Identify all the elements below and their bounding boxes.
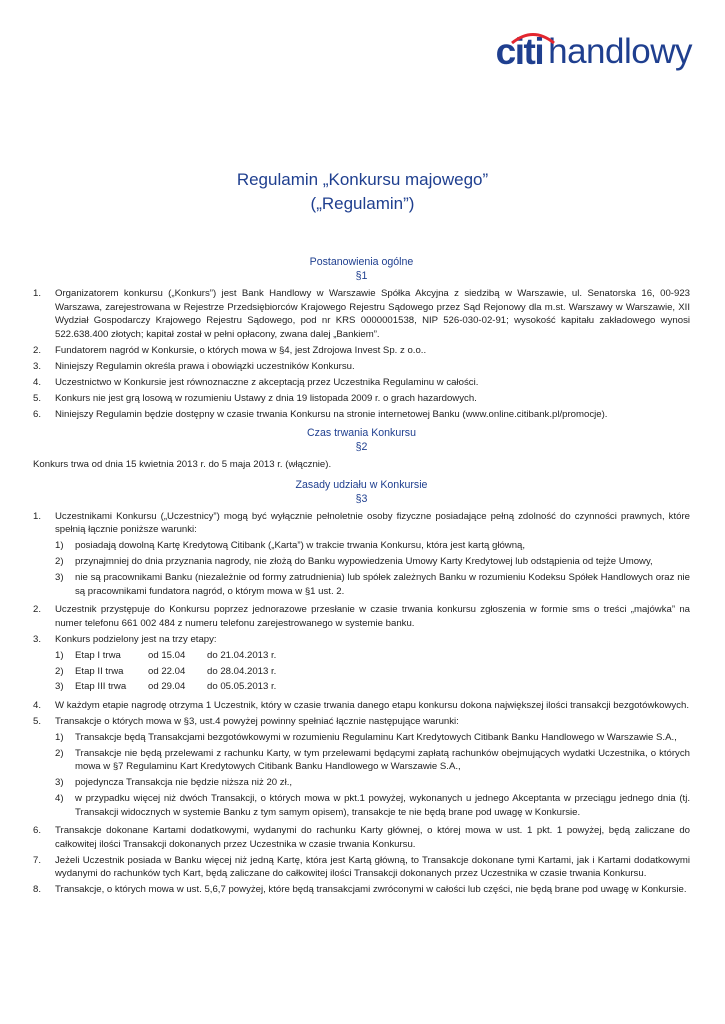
item-text: Uczestnik przystępuje do Konkursu poprzez jednorazowe przesłanie w czasie trwania konkursu zgłoszenia w formie sms o treści „majówka” na numer telefonu 661 002 484 z numeru telefonu zarejestrowanego w systemie banku. — [55, 604, 690, 629]
list-item — [33, 824, 690, 851]
sub-item-text: przynajmniej do dnia przyznania nagrody, nie złożą do Banku wypowiedzenia Umowy Karty Kredytowej lub odstąpienia od tejże Umowy, — [75, 556, 653, 568]
citi-arc-icon — [510, 32, 556, 44]
stage-from: od 29.04 — [148, 681, 186, 693]
item-text: Konkurs nie jest grą losową w rozumieniu Ustawy z dnia 19 listopada 2009 r. o grach hazardowych. — [55, 392, 477, 404]
stage-row — [55, 665, 690, 679]
item-text: Uczestnikami Konkursu („Uczestnicy”) mogą być wyłącznie pełnoletnie osoby fizyczne posiadające pełną zdolność do czynności prawnych, które spełnią łącznie poniższe warunki: — [55, 510, 690, 536]
item-text: Transakcje dokonane Kartami dodatkowymi, wydanymi do rachunku Karty głównej, o której mowa w ust. 1 pkt. 1 powyżej, będą zaliczane do całkowitej ilości Transakcji dokonanych przez Uczestnika w czasie trwania Konkursu. — [55, 825, 690, 850]
list-item — [33, 715, 690, 821]
sub-item-text: pojedyncza Transakcja nie będzie niższa niż 20 zł., — [75, 777, 293, 789]
item-number: 1. — [33, 510, 42, 522]
item-number: 5. — [33, 715, 42, 727]
section-2-text: Konkurs trwa od dnia 15 kwietnia 2013 r. do 5 maja 2013 r. (włącznie). — [33, 459, 332, 471]
section-2-header — [33, 426, 690, 454]
sub-item-text: posiadają dowolną Kartę Kredytową Citibank („Karta”) w trakcie trwania Konkursu, która jest kartą główną, — [75, 540, 526, 552]
section-1-header — [33, 255, 690, 283]
section-heading: Zasady udziału w Konkursie — [295, 478, 428, 491]
sub-item — [55, 747, 690, 774]
sub-item — [55, 792, 690, 819]
sub-item-number: 1) — [55, 540, 64, 552]
stage-from: od 15.04 — [148, 649, 186, 661]
item-number: 3. — [33, 360, 42, 372]
item-text: Transakcje o których mowa w §3, ust.4 powyżej powinny spełniać łącznie następujące warunki: — [55, 715, 459, 727]
sub-item-number: 3) — [55, 572, 64, 584]
stage-from: od 22.04 — [148, 665, 186, 677]
item-number: 4. — [33, 376, 42, 388]
list-item — [33, 392, 690, 406]
item-text: Transakcje, o których mowa w ust. 5,6,7 powyżej, które będą transakcjami zwróconymi w całości lub części, nie będą brane pod uwagę w Konkursie. — [55, 884, 687, 896]
sub-item — [55, 776, 690, 790]
item-number: 4. — [33, 699, 42, 711]
item-text: Niniejszy Regulamin będzie dostępny w czasie trwania Konkursu na stronie internetowej Banku (www.online.citibank.pl/promocje). — [55, 408, 608, 420]
title-line-1: Regulamin „Konkursu majowego” — [236, 170, 489, 189]
stage-row — [55, 680, 690, 694]
sub-item — [55, 571, 690, 598]
list-item — [33, 360, 690, 374]
stage-number: 1) — [55, 649, 64, 661]
title-line-2: („Regulamin”) — [310, 194, 415, 213]
list-item — [33, 376, 690, 390]
list-item — [33, 633, 690, 697]
section-3-header — [33, 478, 690, 506]
item-number: 6. — [33, 825, 42, 837]
list-item — [33, 510, 690, 601]
item-number: 2. — [33, 344, 42, 356]
item-text: Niniejszy Regulamin określa prawa i obowiązki uczestników Konkursu. — [55, 360, 355, 372]
section-heading: Postanowienia ogólne — [309, 256, 414, 268]
item-text: Konkurs podzielony jest na trzy etapy: — [55, 633, 217, 645]
sub-item-number: 3) — [55, 777, 64, 789]
item-text: Fundatorem nagród w Konkursie, o których mowa w §4, jest Zdrojowa Invest Sp. z o.o.. — [55, 344, 427, 356]
list-item — [33, 883, 690, 897]
item-text: Jeżeli Uczestnik posiada w Banku więcej niż jedną Kartę, która jest Kartą główną, to Transakcje dokonane tymi Kartami, jak i Kartami dodatkowymi wydanymi do rachunków tych Kart, będą zaliczane do całkowitej ilości Transakcji dokonanych przez Uczestnika w czasie trwania Konkursu. — [55, 854, 690, 880]
stage-name: Etap III trwa — [75, 681, 127, 693]
list-item — [33, 344, 690, 358]
sub-item-number: 2) — [55, 556, 64, 568]
logo-name: handlowy — [548, 32, 692, 71]
section-paragraph-mark: §2 — [355, 441, 368, 454]
sub-item — [55, 555, 690, 569]
document-body — [33, 250, 690, 899]
sub-item-number: 4) — [55, 793, 64, 805]
sub-item-text: nie są pracownikami Banku (niezależnie od formy zatrudnienia) lub spółek zależnych Banku w rozumieniu Kodeksu Spółek Handlowych oraz nie są pracownikami fundatora nagród, o którym mowa w §1 ust. 2. — [75, 572, 690, 597]
item-number: 7. — [33, 854, 42, 866]
stage-number: 3) — [55, 681, 64, 693]
stage-row — [55, 649, 690, 663]
document-title — [0, 168, 725, 216]
list-item — [33, 699, 690, 713]
stage-to: do 28.04.2013 r. — [207, 665, 277, 677]
stage-to: do 05.05.2013 r. — [207, 681, 277, 693]
sub-item — [55, 539, 690, 553]
stage-number: 2) — [55, 665, 64, 677]
section-heading: Czas trwania Konkursu — [307, 427, 416, 440]
item-number: 2. — [33, 604, 42, 616]
citi-handlowy-logo — [496, 30, 692, 72]
item-number: 5. — [33, 392, 42, 404]
stage-to: do 21.04.2013 r. — [207, 649, 277, 661]
item-number: 1. — [33, 288, 42, 299]
item-number: 6. — [33, 408, 42, 420]
citi-wordmark — [496, 32, 543, 72]
item-text: Organizatorem konkursu („Konkurs”) jest Bank Handlowy w Warszawie Spółka Akcyjna z siedzibą w Warszawie, ul. Senatorska 16, 00-923 Warszawa, zarejestrowana w Rejestrze Przedsiębiorców Krajowego Rejestru Sądowego przez Sąd Rejonowy dla m.st. Warszawy w Warszawie, XII Wydział Gospodarczy Krajowego Rejestru Sądowego, pod nr KRS 0000001538, NIP 526-030-02-91; wysokość kapitału zakładowego wynosi 522.638.400 złotych; kapitał został w pełni opłacony, zwana dalej „Bankiem”. — [55, 288, 690, 340]
item-number: 3. — [33, 633, 42, 645]
sub-item-text: Transakcje nie będą przelewami z rachunku Karty, w tym przelewami będącymi zapłatą rachunków obejmujących wydatki Uczestnika, o których mowa w §7 Regulaminu Kart Kredytowych Citibank Banku Handlowego w Warszawie S.A., — [75, 747, 690, 773]
sub-item-number: 2) — [55, 747, 64, 759]
sub-item — [55, 731, 690, 745]
section-paragraph-mark: §3 — [355, 492, 368, 505]
sub-item-text: w przypadku więcej niż dwóch Transakcji, o których mowa w pkt.1 powyżej, wykonanych u jednego Akceptanta w przeciągu jednego dnia (tj. Transakcji widocznych w systemie Banku z tym samym opisem), transakcje te nie będą brane pod uwagę w Konkursie. — [75, 793, 690, 818]
list-item — [33, 603, 690, 630]
sub-item-text: Transakcje będą Transakcjami bezgotówkowymi w rozumieniu Regulaminu Kart Kredytowych Citibank Banku Handlowego w Warszawie S.A., — [75, 731, 677, 743]
stage-name: Etap I trwa — [75, 649, 121, 661]
item-text: Uczestnictwo w Konkursie jest równoznaczne z akceptacją przez Uczestnika Regulaminu w całości. — [55, 376, 479, 388]
list-item — [33, 408, 690, 422]
list-item — [33, 287, 690, 341]
item-number: 8. — [33, 884, 42, 896]
sub-item-number: 1) — [55, 731, 64, 743]
logo-brand: citi — [495, 31, 544, 72]
section-paragraph-mark: §1 — [355, 270, 368, 282]
item-text: W każdym etapie nagrodę otrzyma 1 Uczestnik, który w czasie trwania danego etapu konkursu dokona największej ilości transakcji bezgotówkowych. — [55, 699, 690, 711]
stage-name: Etap II trwa — [75, 665, 124, 677]
list-item — [33, 854, 690, 881]
